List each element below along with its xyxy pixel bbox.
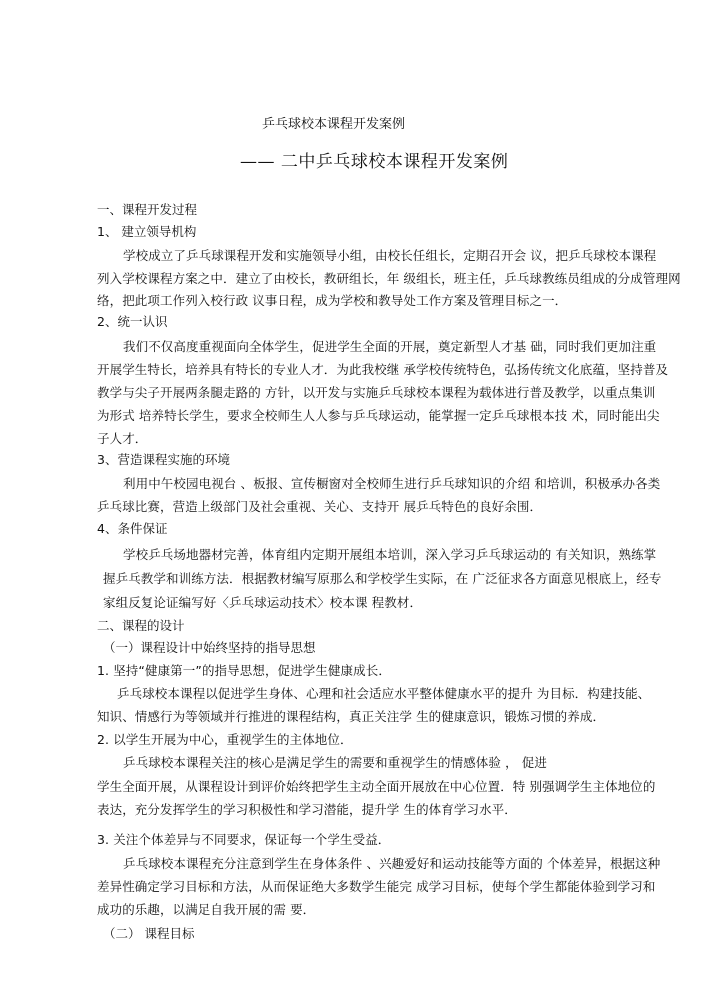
subsection-heading: （二） 课程目标 [103, 926, 195, 941]
paragraph-line: 乒乓球校本课程充分注意到学生在身体条件 、兴趣爱好和运动技能等方面的 个体差异，根据这种 [123, 856, 661, 871]
paragraph-line: 表达，充分发挥学生的学习积极性和学习潜能，提升学 生的体育学习水平． [97, 802, 517, 817]
paragraph-line: 列入学校课程方案之中．建立了由校长，教研组长，年 级组长，班主任，乒乓球教练员组成的分成管理网 [97, 271, 681, 286]
subsection-heading: 1、 建立领导机构 [97, 224, 197, 239]
paragraph-line: 我们不仅高度重视面向全体学生，促进学生全面的开展，奠定新型人才基 础，同时我们更加注重 [123, 339, 657, 354]
paragraph-line: 开展学生特长，培养具有特长的专业人才．为此我校继 承学校传统特色，弘扬传统文化底蕴，坚持普及 [97, 362, 669, 377]
paragraph-line: 教学与尖子开展两条腿走路的 方针，以开发与实施乒乓球校本课程为载体进行普及教学，以重点集训 [97, 385, 656, 400]
numbered-point: 3. 关注个体差异与不同要求，保证每一个学生受益． [97, 832, 391, 847]
subsection-heading: 3、营造课程实施的环境 [97, 452, 230, 467]
paragraph-line: 家组反复论证编写好〈乒乓球运动技术〉校本课 程教材． [103, 595, 423, 610]
paragraph-line: 络，把此项工作列入校行政 议事日程，成为学校和教导处工作方案及管理目标之一． [97, 293, 568, 308]
paragraph-line: 子人才． [97, 431, 148, 446]
paragraph-line: 为形式 培养特长学生，要求全校师生人人参与乒乓球运动，能掌握一定乒乓球根本技 术，同时能出尖 [97, 408, 660, 423]
section-heading-2: 二、课程的设计 [97, 618, 185, 633]
paragraph-line: 差异性确定学习目标和方法，从而保证绝大多数学生能完 成学习目标，使每个学生都能体验到学习和 [97, 879, 656, 894]
paragraph-line: 学校乒乓场地器材完善，体育组内定期开展组本培训，深入学习乒乓球运动的 有关知识，熟练掌 [123, 547, 657, 562]
document-title: 乒乓球校本课程开发案例 [262, 117, 406, 132]
numbered-point: 2. 以学生开展为中心，重视学生的主体地位． [97, 732, 353, 747]
paragraph-line: 乒乓球比赛，营造上级部门及社会重视、关心、支持开 展乒乓特色的良好余围． [97, 499, 543, 514]
paragraph-line: 学校成立了乒乓球课程开发和实施领导小组，由校长任组长，定期召开会 议，把乒乓球校本课程 [123, 248, 657, 263]
paragraph-line: 利用中午校园电视台 、板报、宣传橱窗对全校师生进行乒乓球知识的介绍 和培训，积极承办各类 [123, 476, 661, 491]
paragraph-line: 知识、情感行为等领域并行推进的课程结构，真正关注学 生的健康意识，锻炼习惯的养成． [97, 709, 606, 724]
numbered-point: 1. 坚持“健康第一”的指导思想，促进学生健康成长． [97, 663, 391, 678]
paragraph-line: 成功的乐趣，以满足自我开展的需 要． [97, 902, 316, 917]
subsection-heading: （一）课程设计中始终坚持的指导思想 [103, 640, 316, 655]
paragraph-line: 乒乓球校本课程以促进学生身体、心理和社会适应水平整体健康水平的提升 为目标．构建技能、 [117, 686, 651, 701]
subsection-heading: 2、统一认识 [97, 314, 168, 329]
paragraph-line: 握乒乓教学和训练方法．根据教材编写原那么和学校学生实际，在 广泛征求各方面意见根底上，经专 [103, 571, 662, 586]
subsection-heading: 4、条件保证 [97, 521, 168, 536]
section-heading-1: 一、课程开发过程 [97, 202, 198, 217]
document-subtitle: —— 二中乒乓球校本课程开发案例 [240, 152, 509, 172]
paragraph-line: 乒乓球校本课程关注的核心是满足学生的需要和重视学生的情感体验 ， 促进 [123, 755, 547, 770]
paragraph-line: 学生全面开展，从课程设计到评价始终把学生主动全面开展放在中心位置．特 别强调学生主体地位的 [97, 779, 656, 794]
